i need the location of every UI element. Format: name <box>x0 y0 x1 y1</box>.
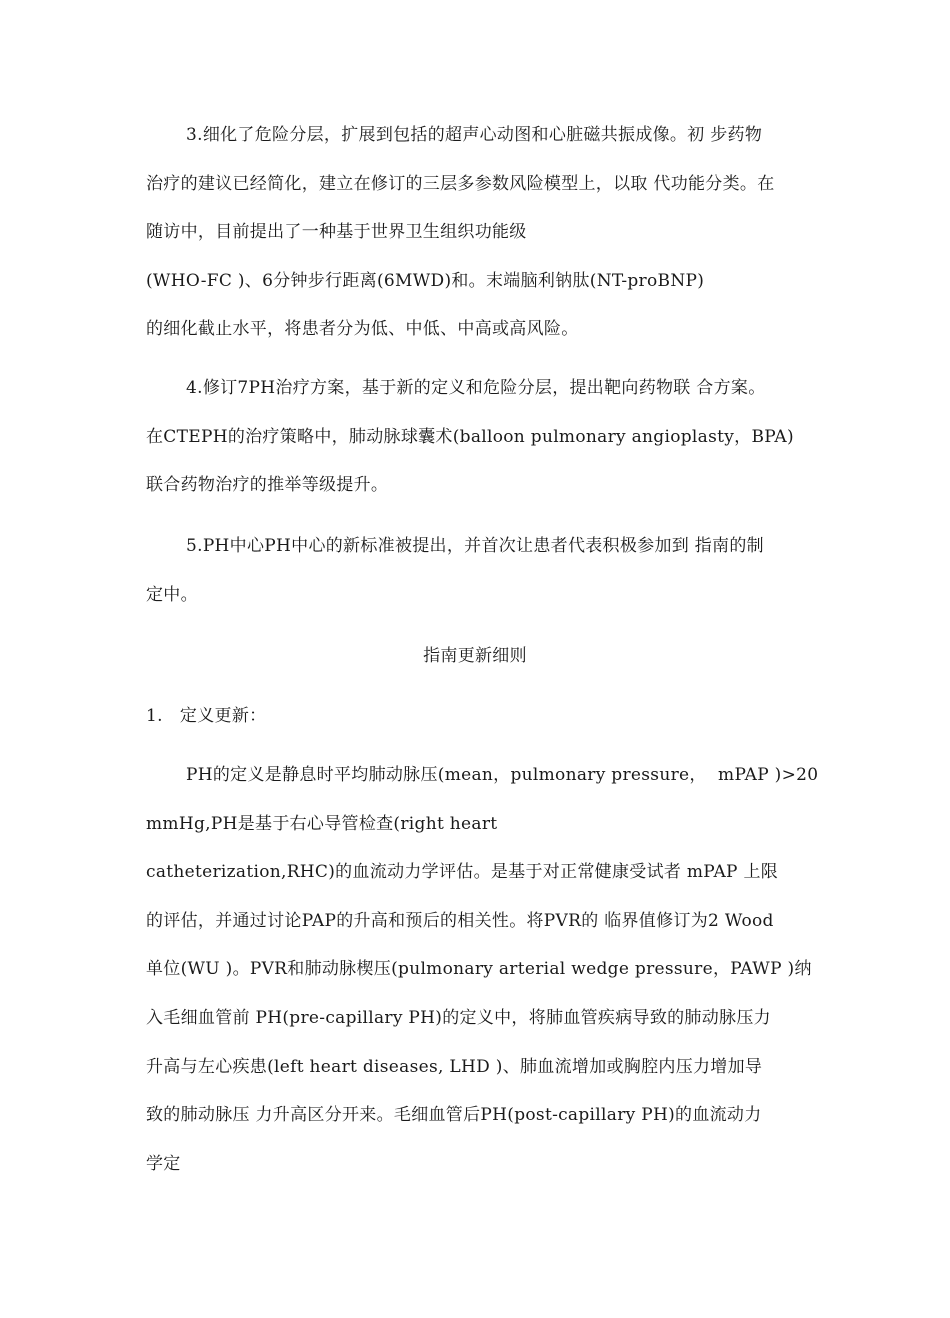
definition-line-4: 的评估，并通过讨论PAP的升高和预后的相关性。将PVR的 临界值修订为2 Wood <box>146 911 774 931</box>
paragraph-4-line-1: 4.修订7PH治疗方案，基于新的定义和危险分层，提出靶向药物联 合方案。 <box>186 378 766 398</box>
paragraph-3-line-1: 3.细化了危险分层，扩展到包括的超声心动图和心脏磁共振成像。初 步药物 <box>186 125 763 145</box>
section-heading: 指南更新细则 <box>423 646 527 666</box>
paragraph-4-line-3: 联合药物治疗的推举等级提升。 <box>146 475 389 495</box>
paragraph-4-line-2: 在CTEPH的治疗策略中，肺动脉球囊术(balloon pulmonary angioplasty，BPA) <box>146 427 794 447</box>
paragraph-3-line-2: 治疗的建议已经简化，建立在修订的三层多参数风险模型上，以取 代功能分类。在 <box>146 174 775 194</box>
definition-line-3: catheterization,RHC)的血流动力学评估。是基于对正常健康受试者 mPAP 上限 <box>146 862 779 882</box>
definition-line-1: PH的定义是静息时平均肺动脉压(mean，pulmonary pressure， mPAP )>20 <box>186 765 819 785</box>
definition-line-8: 致的肺动脉压 力升高区分开来。毛细血管后PH(post-capillary PH)的血流动力 <box>146 1105 762 1125</box>
list-item-1: 1. 定义更新： <box>146 706 267 726</box>
paragraph-5-line-2: 定中。 <box>146 585 198 605</box>
definition-line-6: 入毛细血管前 PH(pre-capillary PH)的定义中，将肺血管疾病导致的肺动脉压力 <box>146 1008 771 1028</box>
paragraph-3-line-5: 的细化截止水平，将患者分为低、中低、中高或高风险。 <box>146 319 579 339</box>
definition-line-9: 学定 <box>146 1154 181 1174</box>
definition-line-2: mmHg,PH是基于右心导管检查(right heart <box>146 814 498 834</box>
definition-line-7: 升高与左心疾患(left heart diseases, LHD )、肺血流增加或胸腔内压力增加导 <box>146 1057 763 1077</box>
paragraph-3-line-4: (WHO-FC )、6分钟步行距离(6MWD)和。末端脑利钠肽(NT-proBNP) <box>146 271 705 291</box>
definition-line-5: 单位(WU )。PVR和肺动脉楔压(pulmonary arterial wedge pressure，PAWP )纳 <box>146 959 812 979</box>
paragraph-3-line-3: 随访中，目前提出了一种基于世界卫生组织功能级 <box>146 222 527 242</box>
paragraph-5-line-1: 5.PH中心PH中心的新标准被提出，并首次让患者代表积极参加到 指南的制 <box>186 536 764 556</box>
